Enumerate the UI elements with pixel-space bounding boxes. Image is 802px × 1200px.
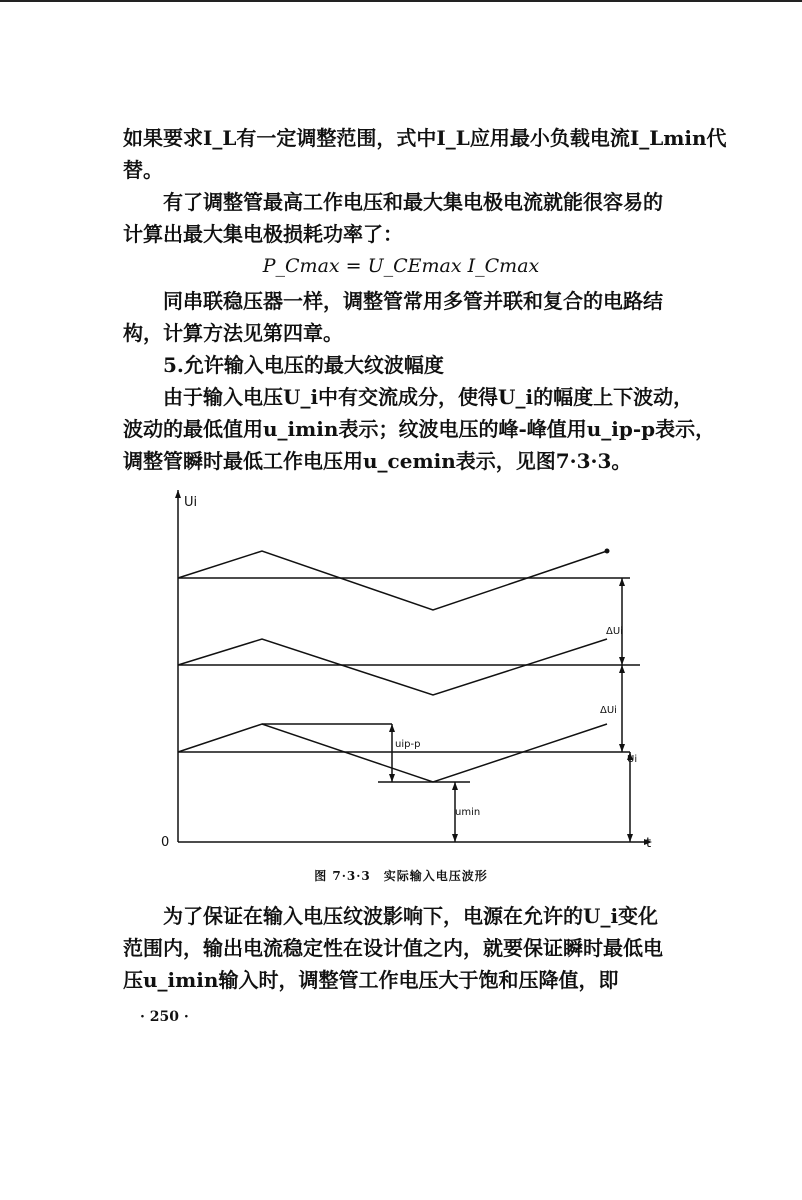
umin-label: umin	[455, 807, 481, 818]
waveform-end-dot	[605, 549, 610, 554]
origin-label: 0	[161, 835, 170, 850]
section-heading: 5.允许输入电压的最大纹波幅度	[163, 353, 444, 377]
paragraph-line-2: 替。	[123, 158, 163, 182]
power-formula: P_Cmax = U_CEmax I_Cmax	[262, 255, 540, 277]
arrow-head	[619, 657, 625, 665]
figure-caption: 图 7·3·3 实际输入电压波形	[314, 869, 488, 883]
paragraph-line-9: 调整管瞬时最低工作电压用u_cemin表示，见图7·3·3。	[123, 449, 632, 473]
ui-label: Ui	[627, 754, 638, 765]
page-top-border	[0, 0, 802, 2]
arrow-head	[619, 578, 625, 586]
paragraph-line-11: 范围内，输出电流稳定性在设计值之内，就要保证瞬时最低电	[123, 936, 663, 960]
arrow-head	[619, 744, 625, 752]
arrow-head	[627, 834, 633, 842]
delta-ui-label-2: ΔUi	[600, 705, 617, 716]
page-number: · 250 ·	[140, 1009, 189, 1025]
paragraph-line-10: 为了保证在输入电压纹波影响下，电源在允许的U_i变化	[163, 904, 659, 928]
arrow-head	[452, 834, 458, 842]
arrow-head	[389, 774, 395, 782]
arrow-head	[389, 724, 395, 732]
paragraph-line-4: 计算出最大集电极损耗功率了：	[123, 222, 403, 246]
waveform-middle	[178, 639, 607, 695]
arrow-head	[452, 782, 458, 790]
paragraph-line-12: 压u_imin输入时，调整管工作电压大于饱和压降值，即	[123, 968, 619, 992]
arrow-head	[619, 665, 625, 673]
paragraph-line-1: 如果要求I_L有一定调整范围，式中I_L应用最小负载电流I_Lmin代	[123, 126, 727, 150]
paragraph-line-3: 有了调整管最高工作电压和最大集电极电流就能很容易的	[163, 190, 663, 214]
paragraph-line-6: 构，计算方法见第四章。	[123, 321, 343, 345]
delta-ui-label-1: ΔUi	[606, 626, 623, 637]
waveform-top	[178, 551, 607, 610]
ripple-waveform-figure	[0, 480, 802, 890]
y-axis-arrow	[175, 490, 181, 498]
uipp-label: uip-p	[395, 739, 421, 750]
x-axis-label: t	[646, 836, 652, 851]
y-axis-label: Ui	[184, 495, 198, 510]
paragraph-line-7: 由于输入电压U_i中有交流成分，使得U_i的幅度上下波动，	[163, 385, 694, 409]
paragraph-line-5: 同串联稳压器一样，调整管常用多管并联和复合的电路结	[163, 289, 663, 313]
paragraph-line-8: 波动的最低值用u_imin表示；纹波电压的峰-峰值用u_ip-p表示，	[123, 417, 716, 441]
